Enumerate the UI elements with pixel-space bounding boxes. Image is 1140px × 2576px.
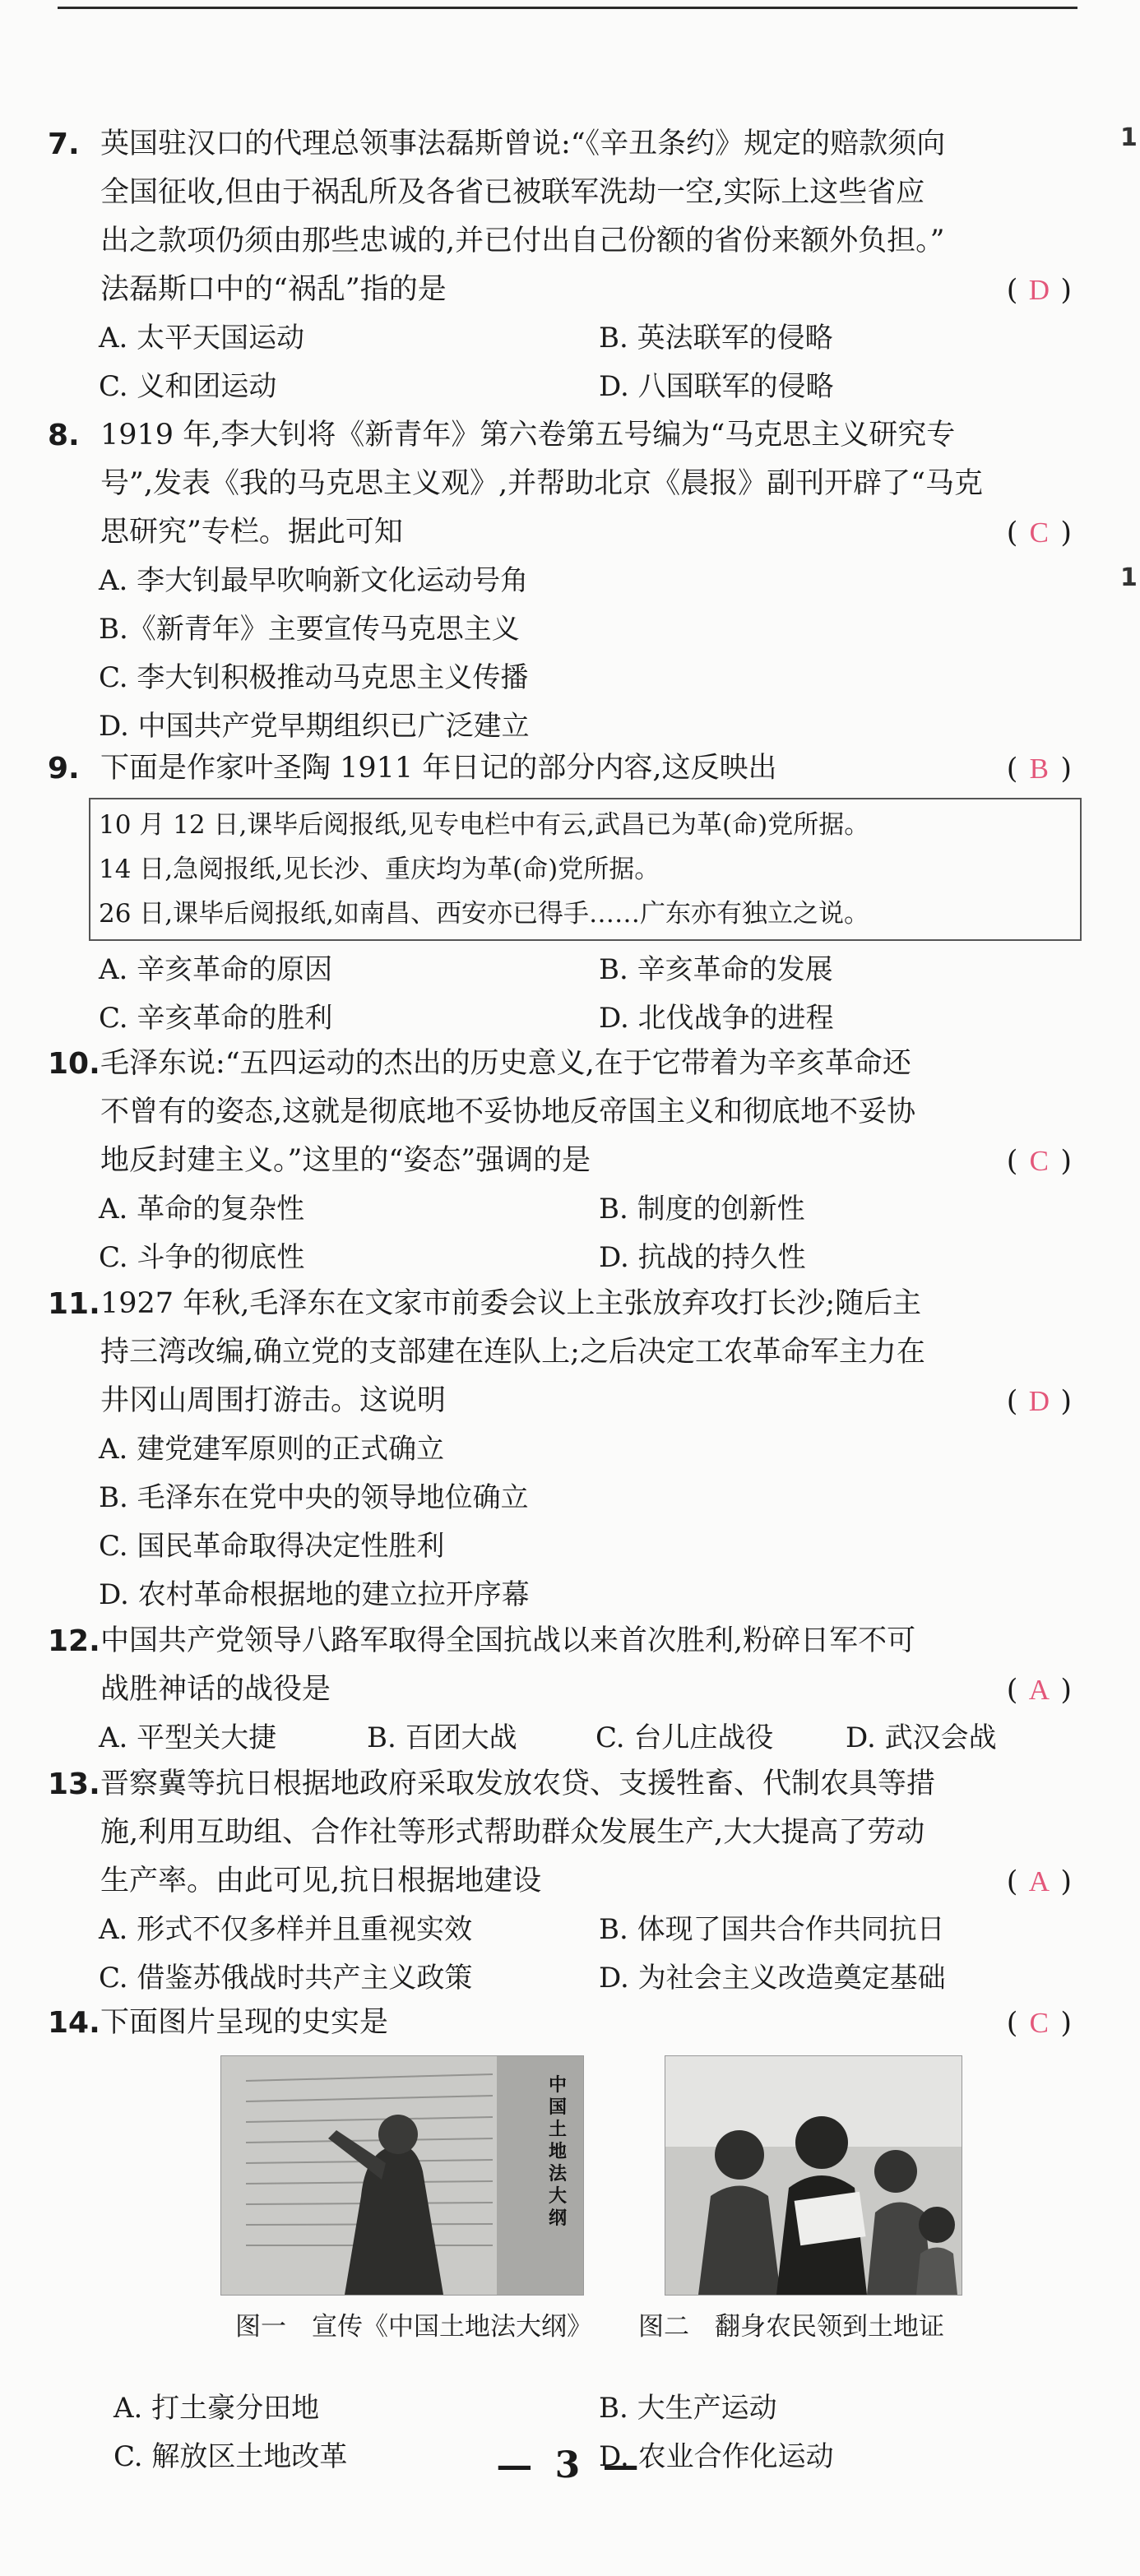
option-d: D. 抗战的持久性 [599, 1241, 806, 1274]
option-a: A. 太平天国运动 [99, 322, 305, 354]
question-number: 12. [48, 1624, 100, 1658]
question-14 [48, 1999, 1072, 2481]
option-c: C. 借鉴苏俄战时共产主义政策 [99, 1962, 473, 1995]
answer-letter: C [1029, 2007, 1050, 2039]
option-c: C. 台儿庄战役 [595, 1721, 774, 1754]
page-number: — 3 — [496, 2444, 644, 2486]
question-text: 不曾有的姿态,这就是彻底地不妥协地反帝国主义和彻底地不妥协 [100, 1096, 916, 1128]
answer-letter: C [1029, 1145, 1050, 1177]
question-text: 下面图片呈现的史实是 [100, 2006, 389, 2039]
question-number: 11. [48, 1287, 100, 1321]
question-10 [48, 1040, 1072, 1282]
question-text: 持三湾改编,确立党的支部建在连队上;之后决定工农革命军主力在 [100, 1336, 925, 1369]
option-b: B. 大生产运动 [599, 2392, 777, 2425]
option-c: C. 解放区土地改革 [114, 2440, 348, 2473]
option-d: D. 中国共产党早期组织已广泛建立 [99, 710, 530, 743]
answer-bracket: ( C ) [1007, 508, 1072, 558]
photo-sign-text: 中国土地法大纲 [549, 2074, 568, 2229]
option-c: C. 李大钊积极推动马克思主义传播 [99, 661, 529, 694]
question-text: 地反封建主义。”这里的“姿态”强调的是 [100, 1144, 591, 1177]
answer-bracket: ( A ) [1007, 1666, 1072, 1715]
answer-bracket: ( B ) [1007, 744, 1072, 794]
option-a: A. 革命的复杂性 [99, 1193, 305, 1225]
question-number: 14. [48, 2006, 100, 2040]
photo-land-law-propaganda [220, 2055, 584, 2296]
answer-letter: C [1029, 517, 1050, 549]
answer-bracket: ( D ) [1007, 1377, 1072, 1426]
option-c: C. 义和团运动 [99, 370, 277, 403]
question-8 [48, 411, 1072, 751]
question-text: 中国共产党领导八路军取得全国抗战以来首次胜利,粉碎日军不可 [100, 1624, 916, 1657]
option-b: B. 毛泽东在党中央的领导地位确立 [99, 1481, 529, 1514]
question-text: 施,利用互助组、合作社等形式帮助群众发展生产,大大提高了劳动 [100, 1816, 925, 1849]
question-7 [48, 120, 1072, 411]
option-b: B. 百团大战 [367, 1721, 517, 1754]
question-text: 1927 年秋,毛泽东在文家市前委会议上主张放弃攻打长沙;随后主 [100, 1287, 922, 1320]
question-number: 13. [48, 1768, 100, 1801]
option-a: A. 平型关大捷 [99, 1721, 277, 1754]
question-number: 7. [48, 127, 80, 161]
answer-bracket: ( C ) [1007, 1137, 1072, 1186]
option-c: C. 辛亥革命的胜利 [99, 1002, 333, 1035]
question-number: 10. [48, 1047, 100, 1081]
question-number: 8. [48, 419, 80, 452]
question-text: 出之款项仍须由那些忠诚的,并已付出自己份额的省份来额外负担。” [100, 225, 945, 257]
option-a: A. 建党建军原则的正式确立 [99, 1433, 445, 1466]
figure-caption: 图一 宣传《中国土地法大纲》 [235, 2312, 592, 2342]
option-b: B. 辛亥革命的发展 [599, 953, 833, 986]
question-text: 生产率。由此可见,抗日根据地建设 [100, 1865, 542, 1897]
option-b: B. 制度的创新性 [599, 1193, 805, 1225]
answer-letter: D [1028, 274, 1050, 306]
diary-line: 10 月 12 日,课毕后阅报纸,见专电栏中有云,武昌已为革(命)党所据。 [99, 810, 870, 840]
option-a: A. 辛亥革命的原因 [99, 953, 333, 986]
photo-peasants-land-certificate [665, 2055, 962, 2296]
question-text: 战胜神话的战役是 [100, 1673, 331, 1706]
option-b: B.《新青年》主要宣传马克思主义 [99, 613, 520, 646]
answer-letter: B [1029, 753, 1050, 785]
question-text: 1919 年,李大钊将《新青年》第六卷第五号编为“马克思主义研究专 [100, 419, 956, 452]
answer-bracket: ( D ) [1007, 266, 1072, 315]
option-d: D. 武汉会战 [846, 1721, 997, 1754]
question-text: 下面是作家叶圣陶 1911 年日记的部分内容,这反映出 [100, 752, 777, 785]
question-text: 号”,发表《我的马克思主义观》,并帮助北京《晨报》副刊开辟了“马克 [100, 467, 984, 500]
question-text: 全国征收,但由于祸乱所及各省已被联军洗劫一空,实际上这些省应 [100, 176, 925, 209]
figure-row [48, 2047, 1072, 2384]
option-d: D. 农业合作化运动 [599, 2440, 834, 2473]
question-text: 晋察冀等抗日根据地政府采取发放农贷、支援牲畜、代制农具等措 [100, 1768, 936, 1800]
figure-caption: 图二 翻身农民领到土地证 [638, 2312, 944, 2342]
answer-bracket: ( A ) [1007, 1857, 1072, 1907]
question-number: 9. [48, 752, 80, 785]
option-d: D. 北伐战争的进程 [599, 1002, 834, 1035]
answer-letter: A [1028, 1865, 1050, 1897]
answer-letter: D [1028, 1385, 1050, 1417]
diary-line: 14 日,急阅报纸,见长沙、重庆均为革(命)党所据。 [99, 855, 660, 884]
answer-bracket: ( C ) [1007, 1999, 1072, 2048]
edge-mark: 1 [1120, 563, 1138, 592]
option-a: A. 形式不仅多样并且重视实效 [99, 1913, 473, 1946]
diary-excerpt-box [89, 798, 1082, 941]
option-d: D. 八国联军的侵略 [599, 370, 834, 403]
question-13 [48, 1760, 1072, 2003]
option-a: A. 打土豪分田地 [114, 2392, 320, 2425]
question-11 [48, 1280, 1072, 1619]
option-a: A. 李大钊最早吹响新文化运动号角 [99, 564, 529, 597]
question-text: 法磊斯口中的“祸乱”指的是 [100, 273, 447, 306]
option-b: B. 英法联军的侵略 [599, 322, 833, 354]
option-d: D. 为社会主义改造奠定基础 [599, 1962, 946, 1995]
edge-mark: 1 [1120, 123, 1138, 152]
option-d: D. 农村革命根据地的建立拉开序幕 [99, 1578, 530, 1611]
question-9 [48, 744, 1072, 1043]
option-c: C. 斗争的彻底性 [99, 1241, 305, 1274]
option-c: C. 国民革命取得决定性胜利 [99, 1530, 445, 1563]
top-rule [58, 7, 1077, 9]
question-text: 英国驻汉口的代理总领事法磊斯曾说:“《辛丑条约》规定的赔款须向 [100, 127, 946, 160]
option-b: B. 体现了国共合作共同抗日 [599, 1913, 945, 1946]
diary-line: 26 日,课毕后阅报纸,如南昌、西安亦已得手……广东亦有独立之说。 [99, 899, 870, 929]
question-text: 思研究”专栏。据此可知 [100, 516, 403, 549]
question-12 [48, 1617, 1072, 1763]
question-text: 井冈山周围打游击。这说明 [100, 1384, 447, 1417]
answer-letter: A [1028, 1674, 1050, 1706]
question-text: 毛泽东说:“五四运动的杰出的历史意义,在于它带着为辛亥革命还 [100, 1047, 911, 1080]
